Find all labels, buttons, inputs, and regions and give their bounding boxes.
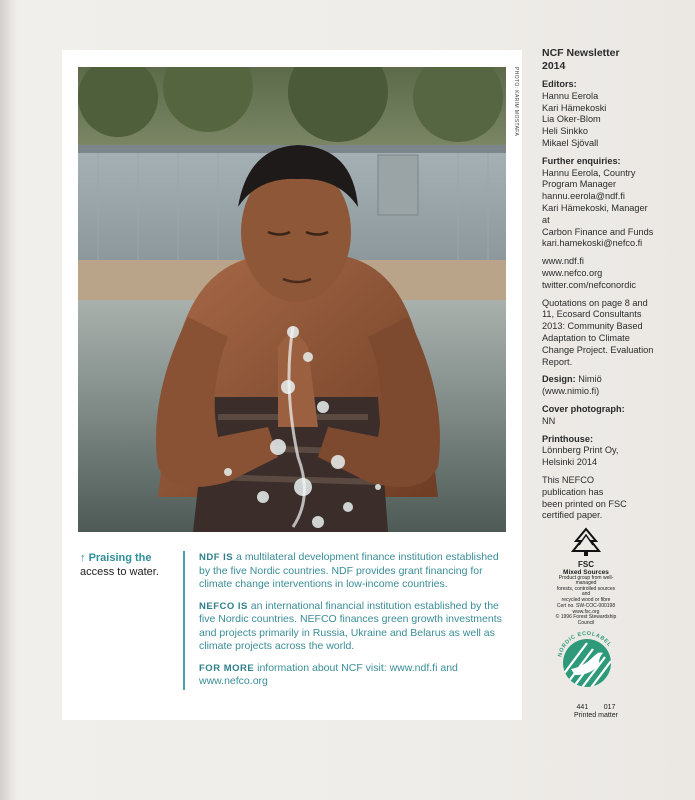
printhouse-line: Helsinki 2014 [542, 457, 598, 468]
fsc-copy: © 1996 Forest Stewardship Council [555, 614, 617, 626]
paper-line: certified paper. [542, 510, 603, 521]
fsc-line: Product group from well-managed [558, 574, 614, 586]
more-paragraph [199, 662, 503, 689]
paper-section [542, 475, 654, 522]
quotation-line: Report. [542, 356, 573, 367]
printhouse-heading: Printhouse: [542, 433, 594, 444]
caption-arrow-icon: ↑ [80, 552, 86, 564]
editors-heading: Editors: [542, 79, 577, 89]
fsc-line: forests, controlled sources and [556, 585, 616, 597]
editor-item: Mikael Sjövall [542, 137, 599, 148]
nefco-text: an international financial institution established by the five Nordic countries. NEFCO finances green growth investments and projects primarily in Russia, Ukraine and Belarus as well as climate projects across the world. [199, 599, 502, 652]
page-edge-shadow [0, 0, 18, 800]
ecolabel-number-block [566, 704, 626, 720]
photo-credit: PHOTO: KARIM MOSTAFA [513, 67, 519, 137]
enquiry-email[interactable]: hannu.eerola@ndf.fi [542, 191, 625, 202]
cover-section [542, 404, 654, 428]
fsc-site: www.fsc.org [572, 608, 600, 615]
fsc-mixed: Mixed Sources [563, 568, 609, 576]
enquiry-line: Kari Hämekoski, Manager at [542, 202, 648, 225]
caption-text: access to water. [80, 566, 159, 578]
newsletter-title [542, 47, 654, 73]
cover-heading: Cover photograph: [542, 403, 625, 414]
editor-item: Lia Oker-Blom [542, 114, 601, 125]
editor-item: Heli Sinkko [542, 126, 588, 137]
ecolabel-arc-text: NORDIC ECOLABEL [557, 630, 613, 658]
ndf-paragraph [199, 551, 503, 592]
editor-item: Hannu Eerola [542, 90, 599, 101]
cover-photo [78, 67, 506, 532]
quotation-line: 2013: Community Based [542, 321, 643, 332]
paper-line: been printed on FSC [542, 498, 627, 509]
about-block [183, 551, 503, 690]
editor-item: Kari Hämekoski [542, 102, 607, 113]
ecolabel-printed: Printed matter [574, 712, 618, 719]
enquiry-line: Program Manager [542, 179, 617, 190]
design-section [542, 374, 654, 398]
design-heading: Design: [542, 374, 576, 385]
fsc-mark: FSC [578, 559, 594, 569]
design-value: Nimiö [575, 374, 602, 385]
ndf-text: a multilateral development finance institution established by the five Nordic countries. NDF provides grant financing for climate change interventions in low-income countries. [199, 551, 499, 590]
quotation-line: 11, Ecosard Consultants [542, 309, 642, 320]
nefco-paragraph [199, 600, 503, 654]
ecolabel-number: 441 017 [576, 704, 616, 711]
quotation-line: Adaptation to Climate [542, 332, 630, 343]
printhouse-section [542, 434, 654, 469]
enquiry-email[interactable]: kari.hamekoski@nefco.fi [542, 238, 643, 249]
more-text: information about NCF visit: www.ndf.fi and www.nefco.org [199, 661, 458, 687]
fsc-cert: Cert no. SW-COC-000198 [556, 603, 616, 609]
fsc-tree-icon [568, 527, 604, 557]
title-line-1: NCF Newsletter [542, 47, 620, 59]
enquiry-line: Carbon Finance and Funds [542, 226, 654, 237]
enquiries-section [542, 156, 654, 250]
nordic-ecolabel [553, 623, 621, 693]
quotation-line: Change Project. Evaluation [542, 344, 654, 355]
nefco-keyword: NEFCO IS [199, 600, 248, 612]
enquiry-line: Hannu Eerola, Country [542, 167, 636, 178]
caption-bold: Praising the [88, 552, 152, 564]
quotation-line: Quotations on page 8 and [542, 297, 648, 308]
cover-value: NN [542, 415, 556, 426]
photo-caption [80, 551, 175, 579]
links-section [542, 256, 654, 291]
fsc-logo [555, 527, 617, 626]
editors-section [542, 79, 654, 150]
design-url[interactable]: (www.nimio.fi) [542, 386, 600, 397]
link-twitter[interactable]: twitter.com/nefconordic [542, 279, 636, 290]
printhouse-line: Lönnberg Print Oy, [542, 445, 619, 456]
ndf-keyword: NDF IS [199, 552, 234, 563]
more-keyword: FOR MORE [199, 662, 255, 674]
paper-line: publication has [542, 486, 604, 497]
enquiries-heading: Further enquiries: [542, 155, 621, 166]
fsc-line: recycled wood or fibre [561, 596, 611, 603]
swan-icon [553, 623, 621, 693]
colophon-sidebar [542, 47, 654, 528]
paper-line: This NEFCO [542, 474, 595, 485]
link-ndf[interactable]: www.ndf.fi [542, 256, 584, 267]
title-line-2: 2014 [542, 60, 566, 72]
link-nefco[interactable]: www.nefco.org [542, 267, 603, 278]
quotations-section [542, 298, 654, 369]
